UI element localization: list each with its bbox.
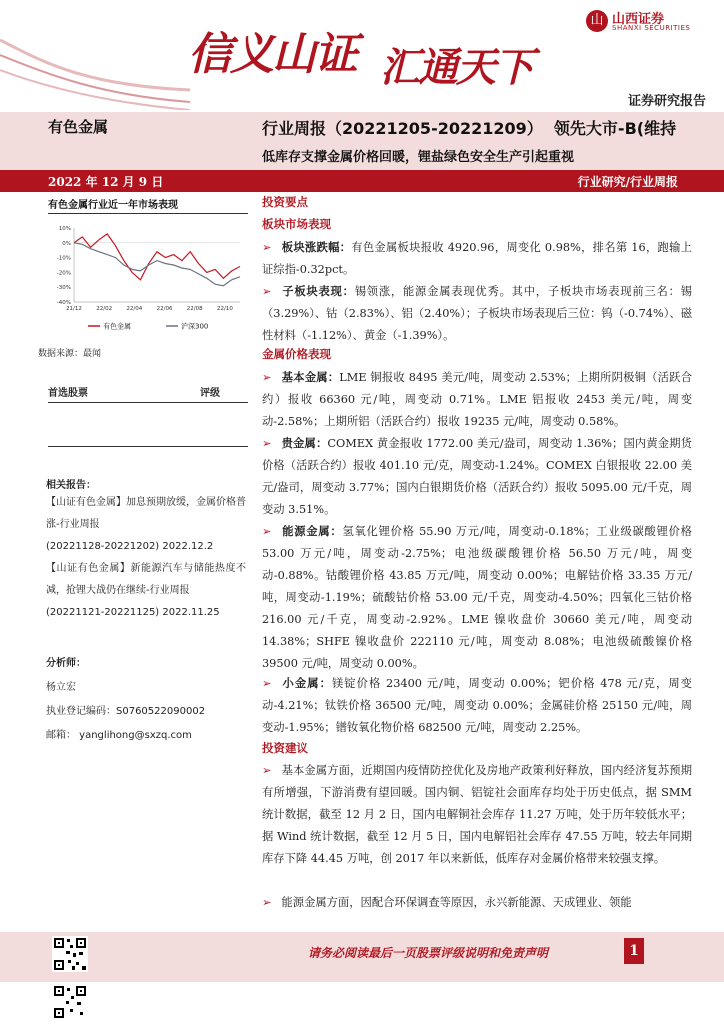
series-line <box>74 234 240 280</box>
paragraph-label: 板块涨跌幅： <box>281 240 352 254</box>
paragraph <box>262 520 692 675</box>
paragraph-text: 有色金属板块报收 4920.96，周变化 0.98%，排名第 16，跑输上证综指-0.32pct。 <box>262 241 692 276</box>
paragraph-label: 子板块表现： <box>281 284 355 298</box>
y-tick-label: 0% <box>62 240 71 247</box>
report-category: 行业研究/行业周报 <box>577 175 678 189</box>
analyst-name: 杨立宏 <box>46 682 76 693</box>
related-report-date: (20221128-20221202) 2022.12.2 <box>46 541 214 552</box>
related-title: 相关报告： <box>46 480 96 491</box>
section-heading: 投资建议 <box>262 741 308 755</box>
paragraph-text: 氢氧化锂价格 55.90 万元/吨，周变动-0.18%；工业级碳酸锂价格 53.00 万元/吨，周变动-2.75%；电池级碳酸锂价格 56.50 万元/吨，周变动-0.88%。钴酸锂价格 43.85 万元/吨，周变动 0.00%；电解钴价格 33.35 万元/吨，周变动-1.19%；硫酸钴价格 53.00 元/千克，周变动-4.50%；四氧化三钴价格 216.00 元/千克，周变动-2.92%。LME 镍收盘价 30660 美元/吨，周变动 14.38%；SHFE 镍收盘价 222110 元/吨，周变动 8.08%；电池级硫酸镍价格 39500 元/吨，周变动 0.00%。 <box>262 525 692 670</box>
related-report[interactable]: 【山证有色金属】新能源汽车与储能热度不减，抢锂大战仍在继续-行业周报 <box>46 563 246 596</box>
section-heading: 金属价格表现 <box>262 347 331 361</box>
report-rating: 领先大市-B(维持 <box>553 119 677 138</box>
arrow-bullet-icon: ➢ <box>262 437 272 450</box>
paragraph <box>262 892 692 914</box>
report-title-text: 行业周报（20221205-20221209） <box>262 119 543 138</box>
arrow-bullet-icon: ➢ <box>262 285 272 298</box>
paragraph <box>262 672 692 739</box>
page-number: 1 <box>624 938 644 964</box>
picks-divider <box>48 446 248 447</box>
report-date: 2022 年 12 月 9 日 <box>48 175 164 189</box>
picks-label: 首选股票 <box>48 388 88 399</box>
qr-code-icon[interactable] <box>52 984 88 1020</box>
qr-code-icon[interactable] <box>52 936 88 972</box>
x-tick-label: 22/06 <box>156 306 173 312</box>
x-tick-label: 22/08 <box>186 306 203 312</box>
logo-text-en: SHANXI SECURITIES <box>612 24 691 32</box>
slogan-left: 信义山证 <box>188 29 356 80</box>
paragraph-text: 基本金属方面，近期国内疫情防控优化及房地产政策利好释放，国内经济复苏预期有所增强，下游消费有望回暖。国内铜、铝锭社会面库存均处于历史低点，据 SMM 统计数据，截至 12 月 2 日，国内电解铜社会库存 11.27 万吨，处于历年较低水平；据 Wind 统计数据，截至 12 月 5 日，国内电解铝社会库存 47.55 万吨，较去年同期库存下降 44.45 万吨，创 2017 年以来新低，低库存对金属价格带来较强支撑。 <box>262 764 692 865</box>
analyst-cert: 执业登记编码：S0760522090002 <box>46 706 206 717</box>
paragraph-label: 贵金属： <box>281 436 328 450</box>
paragraph <box>262 366 692 433</box>
y-tick-label: -10% <box>56 255 71 262</box>
paragraph-text: COMEX 黄金报收 1772.00 美元/盎司，周变动 1.36%；国内黄金期货价格（活跃合约）报收 401.10 元/克，周变动-1.24%。COMEX 白银报收 22.00 美元/盎司，周变动 3.77%；国内白银期货价格（活跃合约）报收 5095.00 元/千克，周变动 3.51%。 <box>262 437 692 516</box>
section-heading: 板块市场表现 <box>262 217 331 231</box>
paragraph <box>262 280 692 347</box>
arrow-bullet-icon: ➢ <box>262 525 272 538</box>
related-report[interactable]: 【山证有色金属】加息预期放缓，金属价格普涨-行业周报 <box>46 497 246 530</box>
data-source: 数据来源：最闻 <box>38 349 102 359</box>
arrow-bullet-icon: ➢ <box>262 677 272 690</box>
analyst-title: 分析师： <box>46 658 86 669</box>
x-tick-label: 22/02 <box>96 306 113 312</box>
arrow-bullet-icon: ➢ <box>262 896 272 909</box>
y-tick-label: -40% <box>56 300 71 306</box>
paragraph-text: LME 铜报收 8495 美元/吨，周变动 2.53%；上期所阴极铜（活跃合约）报收 66360 元/吨，周变动 0.71%。LME 铝报收 2453 美元/吨，周变动-2.58%；上期所铝（活跃合约）报收 19235 元/吨，周变动 0.58%。 <box>262 371 692 428</box>
paragraph <box>262 760 692 870</box>
analyst-email[interactable]: 邮箱： yanglihong@sxzq.com <box>46 730 192 741</box>
y-tick-label: -20% <box>56 270 71 277</box>
paragraph-label: 基本金属： <box>281 370 340 384</box>
header-swoosh <box>0 30 190 110</box>
brand-logo <box>586 8 706 36</box>
picks-header <box>48 384 248 403</box>
y-tick-label: -30% <box>56 285 71 292</box>
x-tick-label: 22/04 <box>126 306 143 312</box>
chart-title: 有色金属行业近一年市场表现 <box>48 196 248 214</box>
disclaimer: 请务必阅读最后一页股票评级说明和免责声明 <box>308 946 549 960</box>
paragraph-text: 镁锭价格 23400 元/吨，周变动 0.00%；钯价格 478 元/克，周变动-4.21%；钛铁价格 36500 元/吨，周变动 0.00%；金属硅价格 25150 元/吨，周变动-1.95%；镨钕氧化物价格 682500 元/吨，周变动 2.25%。 <box>262 677 692 734</box>
x-tick-label: 22/10 <box>216 306 233 312</box>
paragraph-text: 能源金属方面，因配合环保调查等原因，永兴新能源、天成锂业、领能 <box>281 896 632 909</box>
paragraph <box>262 432 692 521</box>
paragraph-label: 小金属： <box>281 676 332 690</box>
arrow-bullet-icon: ➢ <box>262 241 272 254</box>
legend-label: 有色金属 <box>103 322 131 331</box>
arrow-bullet-icon: ➢ <box>262 764 272 777</box>
logo-text-cn: 山西证券 <box>612 12 665 27</box>
related-report-date: (20221121-20221125) 2022.11.25 <box>46 607 220 618</box>
key-points-heading: 投资要点 <box>262 195 308 209</box>
paragraph-label: 能源金属： <box>281 524 343 538</box>
rating-label: 评级 <box>200 388 220 399</box>
series-line <box>74 243 240 286</box>
logo-mark-icon: 山 <box>586 10 608 32</box>
paragraph-text: 锡领涨，能源金属表现优秀。其中，子板块市场表现前三名：锡（3.29%）、钴（2.83%）、铝（2.40%）；子板块市场表现后三位：钨（-0.74%）、磁性材料（-1.12%）、黄金（-1.39%）。 <box>262 285 692 342</box>
sector-name: 有色金属 <box>48 118 109 136</box>
slogan-right: 汇通天下 <box>380 44 532 91</box>
x-tick-label: 21/12 <box>66 306 82 312</box>
legend-label: 沪深300 <box>181 322 209 331</box>
arrow-bullet-icon: ➢ <box>262 371 272 384</box>
report-subtitle: 低库存支撑金属价格回暖，锂盐绿色安全生产引起重视 <box>262 150 575 165</box>
report-type: 证券研究报告 <box>627 94 706 109</box>
y-tick-label: 10% <box>58 226 71 232</box>
report-title <box>262 116 676 139</box>
paragraph <box>262 236 692 281</box>
market-performance-chart <box>48 222 248 342</box>
